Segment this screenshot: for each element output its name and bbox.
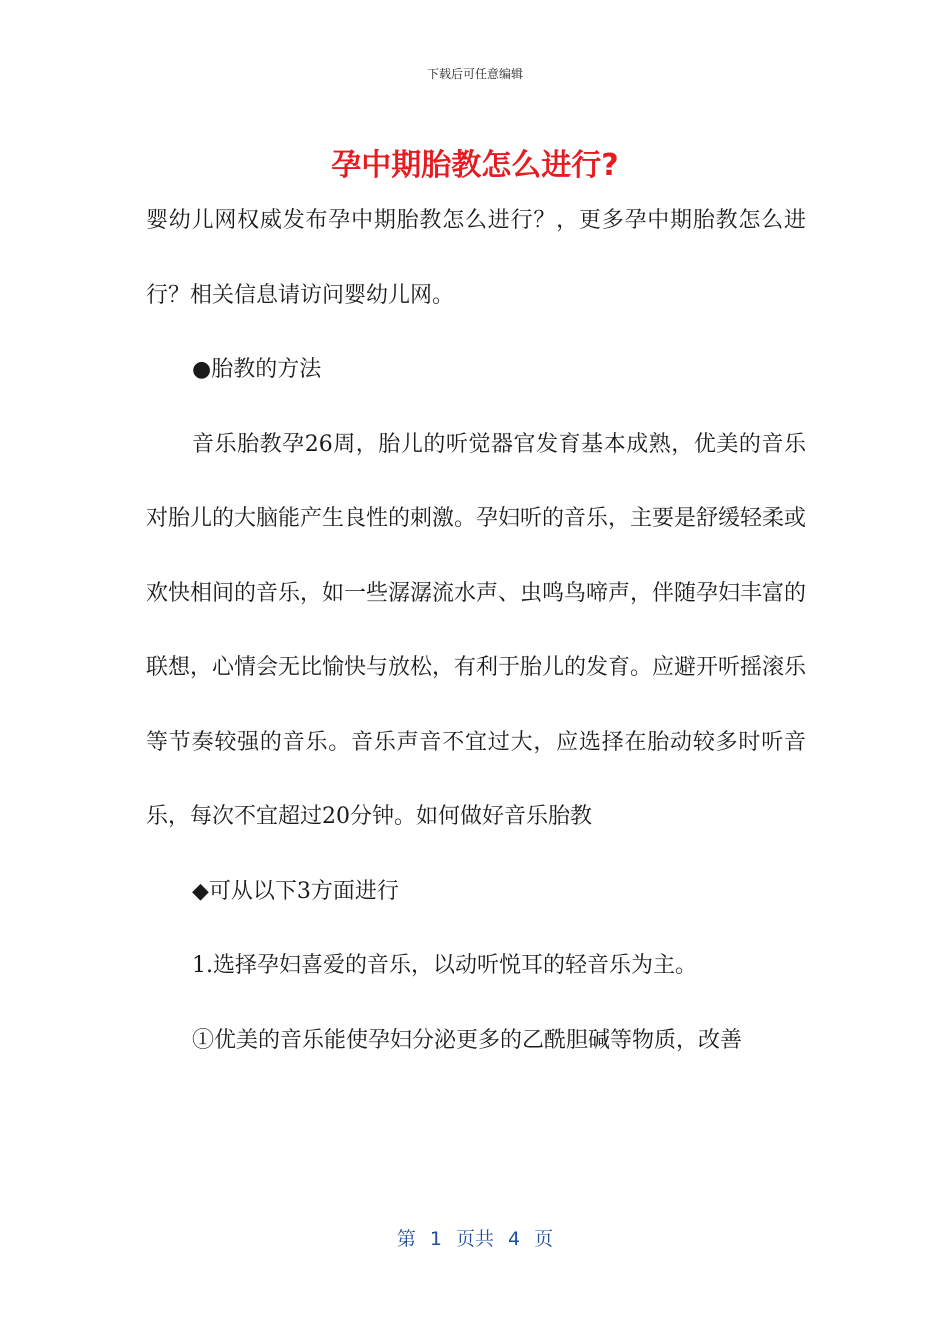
- intro-paragraph: 婴幼儿网权威发布孕中期胎教怎么进行？，更多孕中期胎教怎么进行？相关信息请访问婴幼儿网。: [146, 208, 806, 308]
- document-title: 孕中期胎教怎么进行?: [331, 148, 619, 183]
- page-header-note: 下载后可任意编辑: [426, 67, 523, 81]
- document-body: [146, 184, 806, 1078]
- footer-total-pages: 4: [508, 1228, 521, 1250]
- music-prenatal-paragraph: 音乐胎教孕26周，胎儿的听觉器官发育基本成熟，优美的音乐对胎儿的大脑能产生良性的刺激。孕妇听的音乐，主要是舒缓轻柔或欢快相间的音乐，如一些潺潺流水声、虫鸣鸟啼声，伴随孕妇丰富的联想，心情会无比愉快与放松，有利于胎儿的发育。应避开听摇滚乐等节奏较强的音乐。音乐声音不宜过大，应选择在胎动较多时听音乐，每次不宜超过20分钟。如何做好音乐胎教: [146, 431, 807, 829]
- sub-heading-three-aspects: ◆可从以下3方面进行: [192, 878, 399, 904]
- footer-prefix: 第: [396, 1228, 416, 1250]
- footer-suffix: 页: [534, 1228, 554, 1250]
- footer-middle: 页共: [455, 1228, 494, 1250]
- footer-current-page: 1: [429, 1228, 442, 1250]
- list-subitem-1: ①优美的音乐能使孕妇分泌更多的乙酰胆碱等物质，改善: [192, 1027, 743, 1053]
- section-heading-methods: ●胎教的方法: [192, 357, 322, 382]
- list-item-1: 1.选择孕妇喜爱的音乐，以动听悦耳的轻音乐为主。: [192, 953, 697, 978]
- page-number-footer: [0, 1226, 950, 1252]
